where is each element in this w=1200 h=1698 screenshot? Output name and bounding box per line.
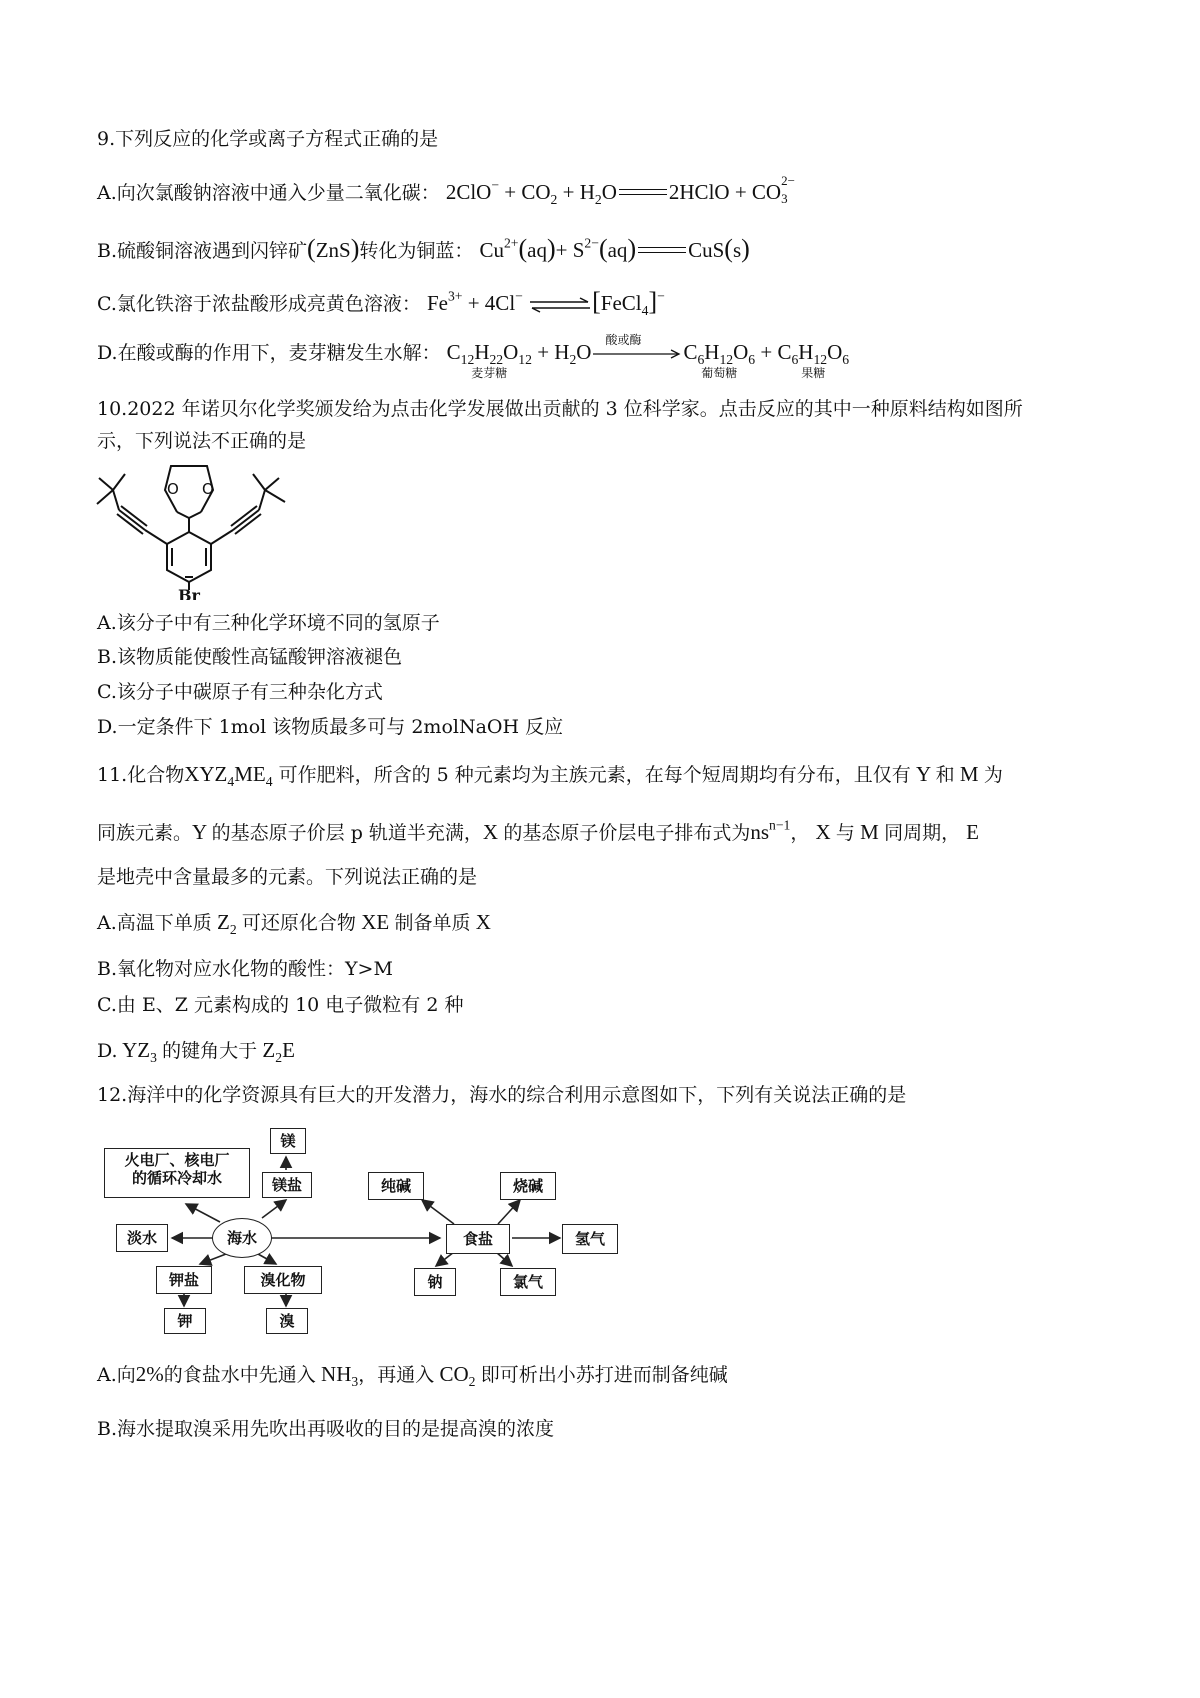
q12-stem: 12.海洋中的化学资源具有巨大的开发潜力，海水的综合利用示意图如下，下列有关说法正确的是 xyxy=(97,1084,907,1106)
compound-formula: $XYZ_4ME_4$ xyxy=(184,762,273,789)
q11-a-xe: XE xyxy=(355,910,395,934)
q11-option-b: B.氧化物对应水化物的酸性：Y>M xyxy=(97,958,393,980)
q9-d-equation: $C_{12}H_{22}O_{12}$ 麦芽糖 + $H_2O$ 酸或酶 $C_6H_{12}O_6$ 葡萄糖 + $C_6H_{12}O_6$ 果糖 xyxy=(446,333,850,380)
q11-stem-line3: 是地壳中含量最多的元素。下列说法正确的是 xyxy=(97,866,478,888)
q11-option-c: C.由 E、Z 元素构成的 10 电子微粒有 2 种 xyxy=(97,994,464,1016)
q11-d-z2e: $Z_2E$ xyxy=(257,1038,295,1065)
q11-d-prefix: D. xyxy=(97,1040,118,1062)
q11-l2b: 的基态原子价层 p 轨道半充满， xyxy=(211,822,483,844)
q11-l2-e: E xyxy=(966,820,979,844)
q9-c-equation: $Fe^{3+} + 4Cl^-$ [FeCl$_4$]− xyxy=(426,287,665,318)
equilibrium-arrow-icon xyxy=(528,297,592,313)
q11-l2-y: Y xyxy=(192,820,212,844)
q9-a-text: A.向次氯酸钠溶液中通入少量二氧化碳： xyxy=(97,182,440,204)
q11-a-text3: 制备单质 xyxy=(394,912,471,934)
q9-b-text: B.硫酸铜溶液遇到闪锌矿 xyxy=(97,240,308,262)
cooling-line1: 火电厂、核电厂 xyxy=(124,1151,230,1169)
q12-a-nh3: $NH_3$ xyxy=(315,1362,359,1389)
q11-stem-line1 xyxy=(97,762,1003,787)
q11-text-a: 11.化合物 xyxy=(97,764,185,786)
q12-a-text1: A.向 xyxy=(97,1364,136,1386)
q9-c-text: C.氯化铁溶于浓盐酸形成亮黄色溶液： xyxy=(97,293,421,315)
caustic-soda-box: 烧碱 xyxy=(500,1172,556,1200)
bromine-label: Br xyxy=(178,586,200,600)
q11-l2f: 同周期， xyxy=(884,822,961,844)
bromine-box: 溴 xyxy=(266,1308,308,1334)
q9-option-d xyxy=(97,333,850,380)
q9-b-mid: 转化为铜蓝： xyxy=(359,240,474,262)
salt-box: 食盐 xyxy=(446,1224,510,1254)
q12-a-text4: 即可析出小苏打进而制备纯碱 xyxy=(480,1364,728,1386)
seawater-node: 海水 xyxy=(212,1218,272,1258)
q10-stem-line2: 示，下列说法不正确的是 xyxy=(97,430,307,452)
q11-a-x: X xyxy=(470,910,491,934)
q11-a-text2: 可还原化合物 xyxy=(241,912,356,934)
q11-l2e: 与 xyxy=(835,822,855,844)
q9-a-equation: $2ClO^- + CO_2 + H_2O$ 2HClO + CO 2− 3 xyxy=(445,173,795,207)
q11-option-d xyxy=(97,1038,295,1063)
q9-b-equation: $Cu^{2+}(aq)+ S^{2-}(aq)$ CuS(s) xyxy=(479,234,750,263)
q11-text-d: 为 xyxy=(983,764,1003,786)
q10-option-c: C.该分子中碳原子有三种杂化方式 xyxy=(97,681,383,703)
q11-a-z2: $Z_2$ xyxy=(211,910,237,937)
q12-option-b: B.海水提取溴采用先吹出再吸收的目的是提高溴的浓度 xyxy=(97,1418,555,1440)
q11-d-text: 的键角大于 xyxy=(162,1040,258,1062)
oxygen-label-right: O xyxy=(202,480,214,498)
maltose-label: 麦芽糖 xyxy=(471,366,508,380)
q11-text-c: 和 xyxy=(935,764,955,786)
q11-m: M xyxy=(954,762,984,786)
q9-option-c xyxy=(97,286,665,317)
q9-b-zns: ZnS xyxy=(315,238,351,262)
q11-l2-x2: X xyxy=(815,820,836,844)
chlorine-box: 氯气 xyxy=(500,1268,556,1296)
reaction-arrow-icon xyxy=(591,347,683,361)
bromide-box: 溴化物 xyxy=(244,1266,322,1294)
glucose-label: 葡萄糖 xyxy=(701,366,738,380)
q12-option-a xyxy=(97,1362,728,1387)
fructose-label: 果糖 xyxy=(801,366,826,380)
q11-text-b: 可作肥料，所含的 5 种元素均为主族元素，在每个短周期均有分布，且仅有 xyxy=(278,764,911,786)
k-box: 钾 xyxy=(164,1308,206,1334)
q11-stem-line2 xyxy=(97,817,979,845)
q10-option-a: A.该分子中有三种化学环境不同的氢原子 xyxy=(97,612,440,634)
fresh-water-box: 淡水 xyxy=(116,1224,168,1252)
hydrogen-box: 氢气 xyxy=(562,1224,618,1254)
q10-option-b: B.该物质能使酸性高锰酸钾溶液褪色 xyxy=(97,646,403,668)
q10-option-d: D.一定条件下 1mol 该物质最多可与 2molNaOH 反应 xyxy=(97,716,564,738)
q11-l2c: 的基态原子价层电子排布式为 xyxy=(503,822,751,844)
q11-option-a xyxy=(97,910,491,935)
q12-a-text2: 的食盐水中先通入 xyxy=(163,1364,316,1386)
k-salt-box: 钾盐 xyxy=(156,1266,212,1294)
mg-salt-box: 镁盐 xyxy=(262,1172,312,1198)
sodium-box: 钠 xyxy=(414,1268,456,1296)
oxygen-label-left: O xyxy=(167,480,179,498)
q11-l2a: 同族元素。 xyxy=(97,822,193,844)
q12-a-co2: $CO_2$ xyxy=(434,1362,476,1389)
condition-label: 酸或酶 xyxy=(605,333,642,348)
q11-l2d: ， xyxy=(790,822,810,844)
q9-stem: 9.下列反应的化学或离子方程式正确的是 xyxy=(97,128,439,150)
cooling-line2: 的循环冷却水 xyxy=(131,1169,222,1187)
molecule-structure xyxy=(95,460,305,600)
q9-option-a xyxy=(97,173,803,207)
q11-a-text1: A.高温下单质 xyxy=(97,912,212,934)
q12-a-text3: ，再通入 xyxy=(358,1364,435,1386)
cooling-water-box xyxy=(104,1148,250,1198)
mg-box: 镁 xyxy=(270,1128,306,1154)
q11-l2-m: M xyxy=(854,820,885,844)
q9-d-text: D.在酸或酶的作用下，麦芽糖发生水解： xyxy=(97,342,441,364)
q10-stem-line1: 10.2022 年诺贝尔化学奖颁发给为点击化学发展做出贡献的 3 位科学家。点击反应的其中一种原料结构如图所 xyxy=(97,398,1023,420)
q9-option-b: B.硫酸铜溶液遇到闪锌矿(ZnS)转化为铜蓝： $Cu^{2+}(aq)+ S^{2-}(aq)$ CuS(s) xyxy=(97,234,750,263)
q11-l2-x: X xyxy=(482,820,504,844)
q11-d-yz3: $YZ_3$ xyxy=(117,1038,157,1065)
electron-config: $ns^{n-1}$ xyxy=(750,817,791,844)
q12-a-pct: 2% xyxy=(135,1362,164,1386)
q11-y: Y xyxy=(910,762,936,786)
soda-ash-box: 纯碱 xyxy=(368,1172,424,1200)
